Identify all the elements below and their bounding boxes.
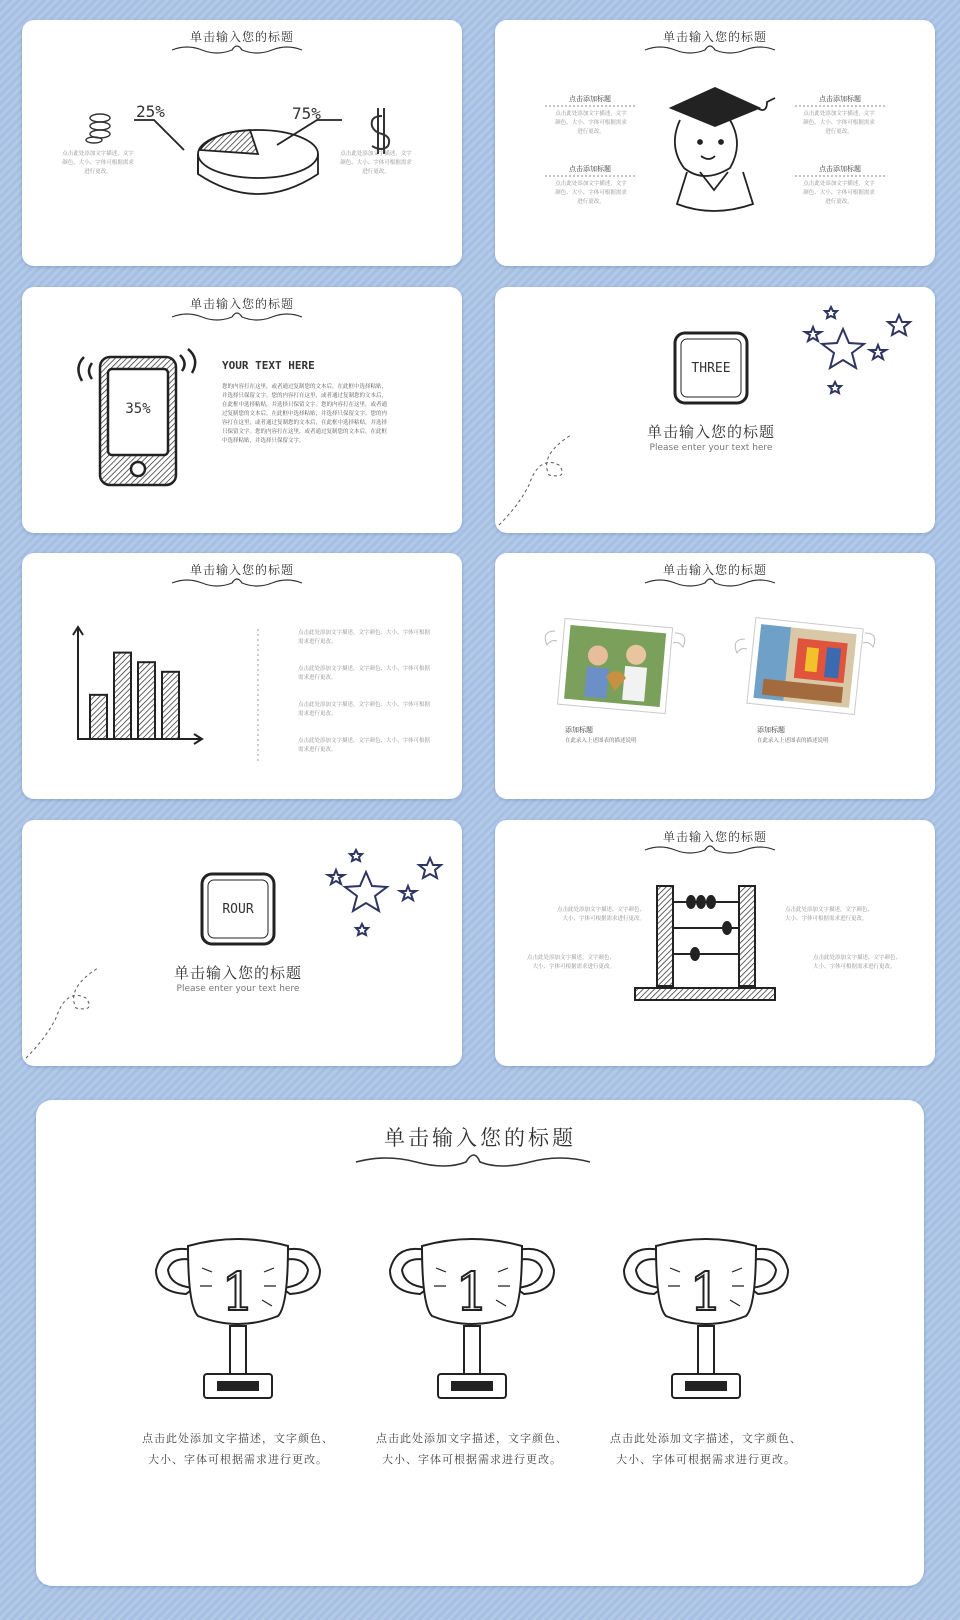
bar-3 [138, 662, 155, 739]
title-squiggle [645, 46, 775, 53]
slide-title: 单击输入您的标题 [384, 1126, 576, 1150]
item-heading: 点击添加标题 [569, 95, 611, 103]
slide-phone[interactable] [22, 287, 462, 533]
trophy-caption: 点击此处添加文字描述，文字颜色、大小、字体可根据需求进行更改。 [610, 1432, 802, 1466]
dollar-icon [372, 108, 389, 154]
slide-graphics [495, 287, 935, 533]
slide-section-four[interactable] [22, 820, 462, 1066]
trophy-number: 1 [221, 1263, 255, 1323]
phone-icon [78, 349, 195, 485]
item-heading: 点击添加标题 [819, 165, 861, 173]
right-description: 点击此处添加文字描述，文字颜色、大小、字体可根据需求进行更改。 [340, 151, 412, 175]
trophy-caption: 点击此处添加文字描述，文字颜色、大小、字体可根据需求进行更改。 [376, 1432, 568, 1466]
section-subtitle: Please enter your text here [649, 443, 773, 453]
title-squiggle [645, 579, 775, 586]
slide-pie[interactable] [22, 20, 462, 266]
section-subtitle: Please enter your text here [176, 984, 300, 994]
list-item: 点击此处添加文字描述，文字颜色、大小、字体可根据需求进行更改。 [813, 955, 902, 970]
title-squiggle [172, 46, 302, 53]
trophy-caption: 点击此处添加文字描述，文字颜色、大小、字体可根据需求进行更改。 [142, 1432, 334, 1466]
title-squiggle [356, 1155, 590, 1166]
trophy-icon [156, 1239, 320, 1398]
slide-trophies[interactable] [36, 1100, 924, 1586]
pie-left-percent: 25% [136, 102, 165, 121]
trophy-icon [624, 1239, 788, 1398]
slide-graphics [36, 1100, 924, 1586]
bar-1 [90, 695, 107, 739]
slide-title: 单击输入您的标题 [662, 563, 767, 577]
item-text: 点击此处添加文字描述，文字颜色、大小、字体可根据需求进行更改。 [555, 111, 627, 135]
stars-icon [328, 850, 441, 935]
trophy-icon [390, 1239, 554, 1398]
slide-graduate[interactable] [495, 20, 935, 266]
slide-graphics [22, 20, 462, 266]
title-squiggle [645, 846, 775, 853]
list-item: 点击此处添加文字描述，文字颜色、大小、字体可根据需求进行更改。 [298, 630, 431, 645]
photo-frame-right [747, 618, 863, 715]
text-heading: YOUR TEXT HERE [222, 359, 315, 372]
item-text: 点击此处添加文字描述，文字颜色、大小、字体可根据需求进行更改。 [555, 181, 627, 205]
item-text: 点击此处添加文字描述，文字颜色、大小、字体可根据需求进行更改。 [803, 111, 875, 135]
section-title: 单击输入您的标题 [173, 964, 302, 982]
item-heading: 点击添加标题 [569, 165, 611, 173]
slide-title: 单击输入您的标题 [189, 297, 294, 311]
pie-chart-icon [134, 120, 342, 194]
slide-abacus[interactable] [495, 820, 935, 1066]
item-text: 点击此处添加文字描述，文字颜色、大小、字体可根据需求进行更改。 [803, 181, 875, 205]
list-item: 点击此处添加文字描述，文字颜色、大小、字体可根据需求进行更改。 [556, 907, 645, 922]
bar-4 [162, 672, 179, 739]
slide-photos[interactable] [495, 553, 935, 799]
item-heading: 点击添加标题 [819, 95, 861, 103]
photo-caption: 在此录入上述图表的描述说明 [565, 738, 637, 744]
slide-graphics [22, 820, 462, 1066]
bar-chart-icon [90, 653, 179, 739]
section-badge-label: ROUR [222, 902, 254, 917]
section-title: 单击输入您的标题 [646, 423, 775, 441]
slide-graphics [495, 553, 935, 799]
slide-title: 单击输入您的标题 [662, 830, 767, 844]
phone-percent: 35% [125, 401, 151, 417]
list-item: 点击此处添加文字描述，文字颜色、大小、字体可根据需求进行更改。 [298, 666, 431, 681]
slide-graphics [495, 20, 935, 266]
left-description: 点击此处添加文字描述，文字颜色、大小、字体可根据需求进行更改。 [62, 151, 134, 175]
graduate-icon [671, 88, 775, 211]
trophy-number: 1 [455, 1263, 489, 1323]
text-body: 您的内容打在这里，或者通过复制您的文本后，在此框中选择粘贴，并选择只保留文字。您的内容打在这里，或者通过复制您的文本后，在此框中选择粘贴，并选择只保留文字。您的内容打在这里，或者通过复制您的文本后，在此框中选择粘贴，并选择只保留文字。您的内容打在这里，或者通过复制您的文本后，在此框中选择粘贴，并选择只保留文字。您的内容打在这里，或者通过复制您的文本后，在此框中选择粘贴，并选择只保留文字。 [222, 384, 388, 444]
slide-title: 单击输入您的标题 [189, 563, 294, 577]
coins-icon [86, 114, 110, 143]
photo-caption: 在此录入上述图表的描述说明 [757, 738, 829, 744]
list-item: 点击此处添加文字描述，文字颜色、大小、字体可根据需求进行更改。 [298, 738, 431, 753]
slide-section-three[interactable] [495, 287, 935, 533]
pie-right-percent: 75% [292, 104, 321, 123]
slide-title: 单击输入您的标题 [189, 30, 294, 44]
stars-icon [805, 307, 910, 393]
bar-2 [114, 653, 131, 739]
photo-heading: 添加标题 [757, 726, 785, 734]
list-item: 点击此处添加文字描述，文字颜色、大小、字体可根据需求进行更改。 [298, 702, 431, 717]
title-squiggle [172, 313, 302, 320]
photo-heading: 添加标题 [565, 726, 593, 734]
slide-bar-chart[interactable] [22, 553, 462, 799]
slide-title: 单击输入您的标题 [662, 30, 767, 44]
abacus-icon [635, 886, 775, 1000]
list-item: 点击此处添加文字描述，文字颜色、大小、字体可根据需求进行更改。 [526, 955, 615, 970]
slide-graphics [495, 820, 935, 1066]
section-badge-label: THREE [691, 361, 731, 376]
trophy-number: 1 [689, 1263, 723, 1323]
list-item: 点击此处添加文字描述，文字颜色、大小、字体可根据需求进行更改。 [785, 907, 874, 922]
title-squiggle [172, 579, 302, 586]
photo-frame-left [558, 618, 673, 713]
